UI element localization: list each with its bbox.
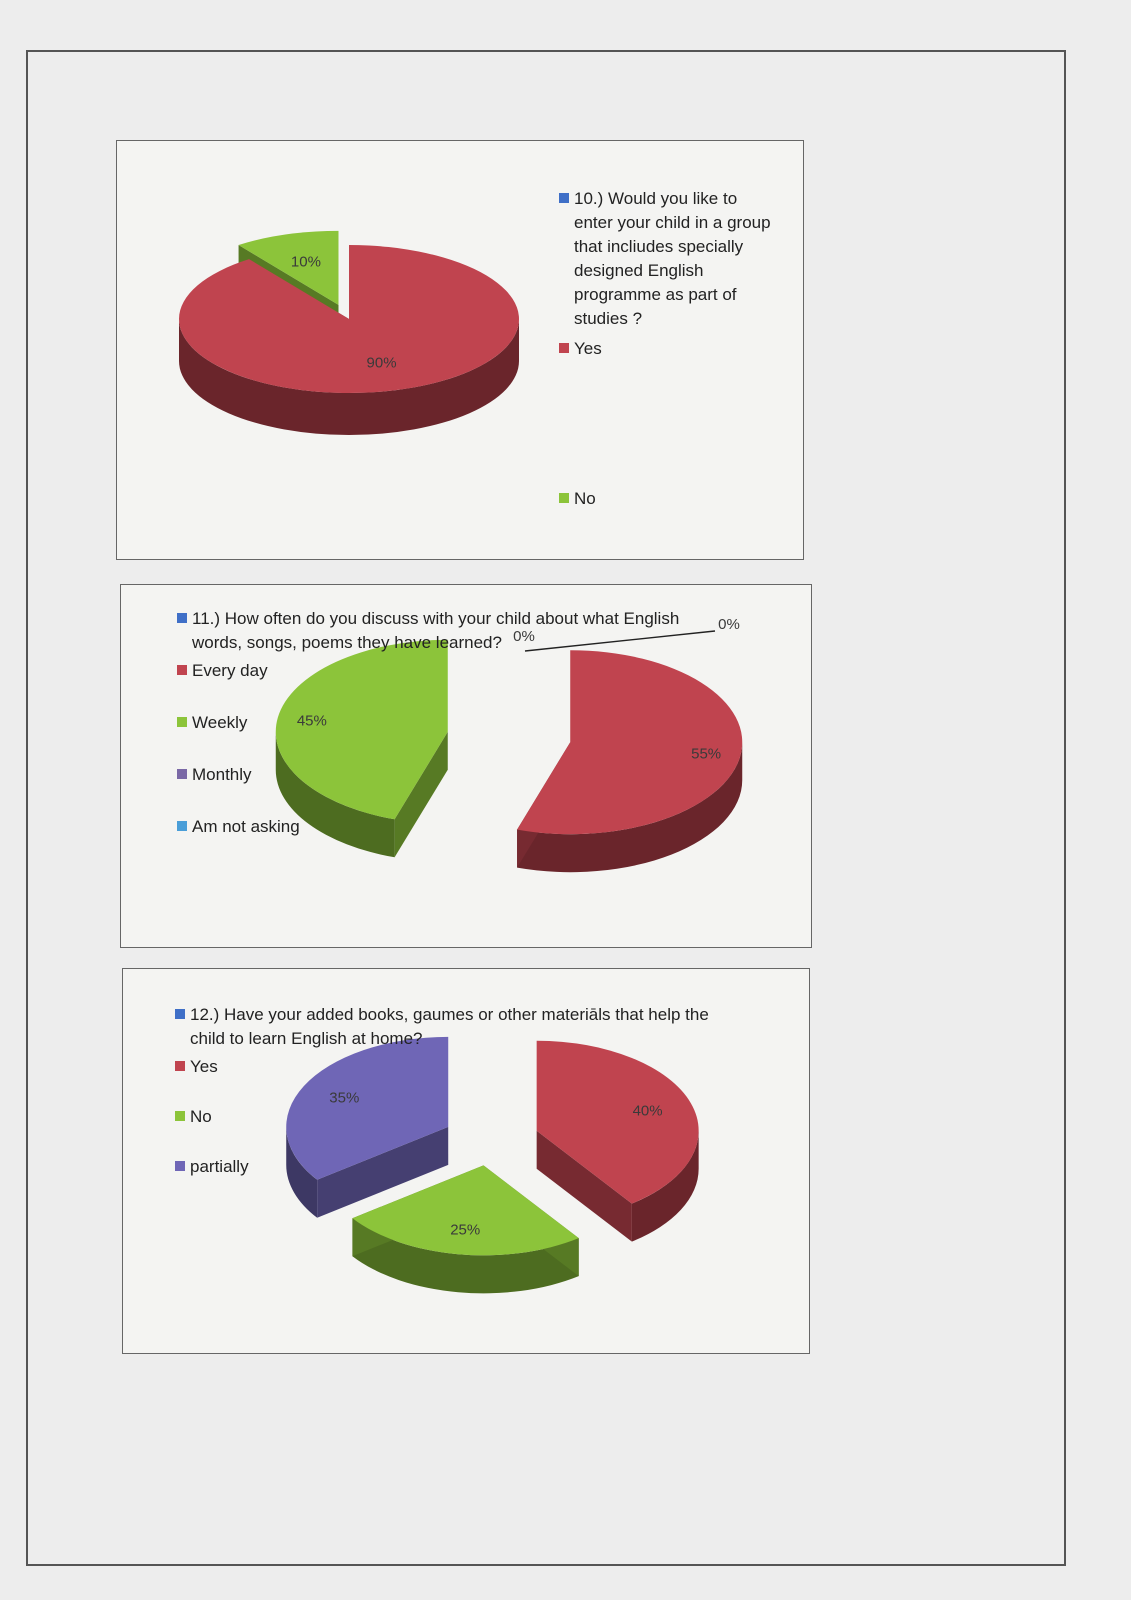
legend-item-am-not-asking <box>177 815 300 839</box>
legend-item-question <box>175 1003 730 1051</box>
legend-item-weekly <box>177 711 247 735</box>
pie-slices <box>276 640 742 872</box>
legend-item-monthly <box>177 763 252 787</box>
legend-swatch <box>177 821 187 831</box>
legend-label: 10.) Would you like to enter your child in a group that incliudes specially designed English programme as part of studies ? <box>574 189 771 328</box>
legend-label: 11.) How often do you discuss with your child about what English words, songs, poems they have learned? <box>192 609 680 652</box>
slice-label: 10% <box>290 253 321 271</box>
chart-q12 <box>122 968 810 1354</box>
legend-swatch <box>559 343 569 353</box>
legend-label: No <box>190 1107 212 1126</box>
legend-swatch <box>177 665 187 675</box>
slice-label: 90% <box>366 354 397 372</box>
legend-label: Weekly <box>192 713 248 732</box>
slice-label: 45% <box>296 712 327 730</box>
slice-label: 40% <box>632 1102 663 1120</box>
slice-label: 25% <box>450 1221 481 1239</box>
legend-swatch <box>177 769 187 779</box>
legend-label: partially <box>190 1157 249 1176</box>
legend-swatch <box>559 493 569 503</box>
slice-label: 0% <box>513 628 535 645</box>
legend-item-no <box>559 487 596 511</box>
slice-label: 55% <box>691 745 722 763</box>
legend-swatch <box>559 193 569 203</box>
legend-swatch <box>175 1061 185 1071</box>
legend-item-question <box>177 607 712 655</box>
legend-item-every-day <box>177 659 268 683</box>
legend-swatch <box>177 717 187 727</box>
legend-label: Yes <box>190 1057 218 1076</box>
legend-label: Every day <box>192 661 268 680</box>
legend-swatch <box>175 1111 185 1121</box>
legend-label: Yes <box>574 339 602 358</box>
legend-item-yes <box>559 337 602 361</box>
chart-q11 <box>120 584 812 948</box>
legend-label: No <box>574 489 596 508</box>
pie-slices <box>179 231 519 435</box>
legend-item-question <box>559 187 779 331</box>
legend-item-partially <box>175 1155 249 1179</box>
pie-slices <box>286 1037 698 1293</box>
legend-label: 12.) Have your added books, gaumes or other materiāls that help the child to learn English at home? <box>190 1005 709 1048</box>
legend-swatch <box>175 1009 185 1019</box>
chart-q10 <box>116 140 804 560</box>
slice-label: 0% <box>718 616 740 633</box>
slice-top <box>179 245 519 393</box>
legend-swatch <box>175 1161 185 1171</box>
legend-label: Monthly <box>192 765 252 784</box>
legend-item-no <box>175 1105 212 1129</box>
legend-label: Am not asking <box>192 817 300 836</box>
legend-swatch <box>177 613 187 623</box>
legend-item-yes <box>175 1055 218 1079</box>
slice-label: 35% <box>329 1089 360 1107</box>
